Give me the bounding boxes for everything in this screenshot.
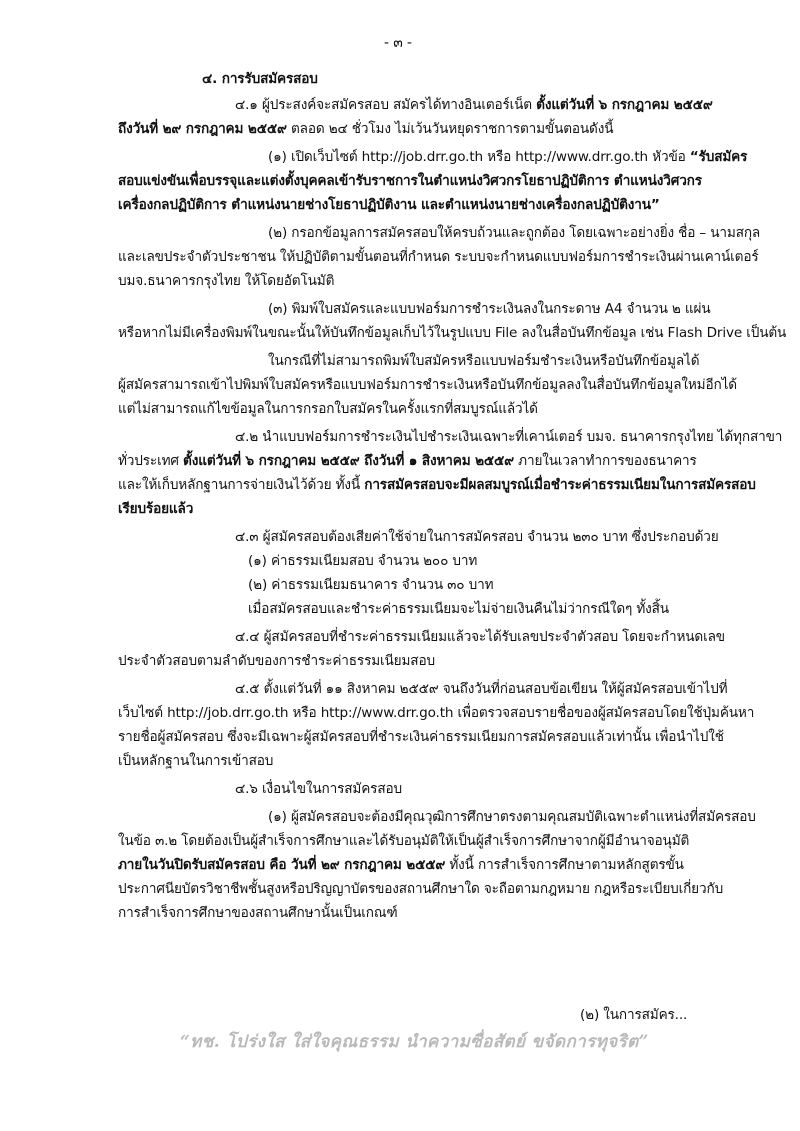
item-1-line-2: สอบแข่งขันเพื่อบรรจุและแต่งตั้งบุคคลเข้ารับราชการในตำแหน่งวิศวกรโยธาปฏิบัติการ ตำแหน่งวิศวกร	[118, 173, 702, 189]
paragraph-4-4-line-1: ๔.๔ ผู้สมัครสอบที่ชำระค่าธรรมเนียมแล้วจะได้รับเลขประจำตัวสอบ โดยจะกำหนดเลข	[235, 629, 725, 645]
item-2-line-3: บมจ.ธนาคารกรุงไทย ให้โดยอัตโนมัติ	[118, 273, 335, 289]
paragraph-4-5-line-2: เว็บไซต์ http://job.drr.go.th หรือ http://www.drr.go.th เพื่อตรวจสอบรายชื่อของผู้สมัครสอบโดยใช้ปุ่มค้นหา	[118, 705, 755, 721]
item-3-line-3: ในกรณีที่ไม่สามารถพิมพ์ใบสมัครหรือแบบฟอร์มชำระเงินหรือบันทึกข้อมูลได้	[268, 353, 700, 369]
fee-note: เมื่อสมัครสอบและชำระค่าธรรมเนียมจะไม่จ่ายเงินคืนไม่ว่ากรณีใดๆ ทั้งสิ้น	[248, 601, 669, 617]
condition-1-line-2: ในข้อ ๓.๒ โดยต้องเป็นผู้สำเร็จการศึกษาและได้รับอนุมัติให้เป็นผู้สำเร็จการศึกษาจากผู้มีอำนาจอนุมัติ	[118, 833, 690, 849]
item-1-line-1: (๑) เปิดเว็บไซต์ http://job.drr.go.th หรือ http://www.drr.go.th หัวข้อ “รับสมัคร	[268, 149, 748, 165]
condition-1-line-1: (๑) ผู้สมัครสอบจะต้องมีคุณวุฒิการศึกษาตรงตามคุณสมบัติเฉพาะตำแหน่งที่สมัครสอบ	[268, 809, 756, 825]
continuation-note: (๒) ในการสมัคร...	[580, 1007, 688, 1023]
paragraph-4-5-line-4: เป็นหลักฐานในการเข้าสอบ	[118, 753, 274, 769]
item-2-line-2: และเลขประจำตัวประชาชน ให้ปฏิบัติตามขั้นตอนที่กำหนด ระบบจะกำหนดแบบฟอร์มการชำระเงินผ่านเคาน์เตอร์	[118, 249, 759, 265]
item-3-line-5: แต่ไม่สามารถแก้ไขข้อมูลในการกรอกใบสมัครในครั้งแรกที่สมบูรณ์แล้วได้	[118, 401, 538, 417]
paragraph-4-4-line-2: ประจำตัวสอบตามลำดับของการชำระค่าธรรมเนียมสอบ	[118, 653, 435, 669]
condition-1-line-5: การสำเร็จการศึกษาของสถานศึกษานั้นเป็นเกณฑ์	[118, 905, 398, 921]
item-3-line-1: (๓) พิมพ์ใบสมัครและแบบฟอร์มการชำระเงินลงในกระดาษ A4 จำนวน ๒ แผ่น	[268, 301, 711, 317]
fee-item-2: (๒) ค่าธรรมเนียมธนาคาร จำนวน ๓๐ บาท	[248, 577, 494, 593]
paragraph-4-2-line-1: ๔.๒ นำแบบฟอร์มการชำระเงินไปชำระเงินเฉพาะที่เคาน์เตอร์ บมจ. ธนาคารกรุงไทย ได้ทุกสาขา	[235, 429, 783, 445]
condition-1-line-4: ประกาศนียบัตรวิชาชีพชั้นสูงหรือปริญญาบัตรของสถานศึกษาใด จะถือตามกฎหมาย กฎหรือระเบียบเกี่ยวกับ	[118, 881, 724, 897]
footer-motto: “ทช. โปร่งใส ใส่ใจคุณธรรม นำความซื่อสัตย์ ขจัดการทุจริต”	[180, 1032, 649, 1052]
fee-item-1: (๑) ค่าธรรมเนียมสอบ จำนวน ๒๐๐ บาท	[248, 553, 478, 569]
paragraph-4-3-line-1: ๔.๓ ผู้สมัครสอบต้องเสียค่าใช้จ่ายในการสมัครสอบ จำนวน ๒๓๐ บาท ซึ่งประกอบด้วย	[235, 529, 719, 545]
item-1-line-3: เครื่องกลปฏิบัติการ ตำแหน่งนายช่างโยธาปฏิบัติงาน และตำแหน่งนายช่างเครื่องกลปฏิบัติงาน”	[118, 197, 660, 213]
page-number: - ๓ -	[384, 35, 412, 51]
paragraph-4-2-line-2: ทั่วประเทศ ตั้งแต่วันที่ ๖ กรกฎาคม ๒๕๕๙ ถึงวันที่ ๑ สิงหาคม ๒๕๕๙ ภายในเวลาทำการของธนาคาร	[118, 453, 697, 469]
paragraph-4-1-line-2: ถึงวันที่ ๒๙ กรกฎาคม ๒๕๕๙ ตลอด ๒๔ ชั่วโมง ไม่เว้นวันหยุดราชการตามขั้นตอนดังนี้	[118, 121, 614, 137]
item-3-line-2: หรือหากไม่มีเครื่องพิมพ์ในขณะนั้นให้บันทึกข้อมูลเก็บไว้ในรูปแบบ File ลงในสื่อบันทึกข้อมูล เช่น Flash Drive เป็นต้น	[118, 325, 787, 341]
paragraph-4-6-title: ๔.๖ เงื่อนไขในการสมัครสอบ	[235, 781, 402, 797]
paragraph-4-5-line-1: ๔.๕ ตั้งแต่วันที่ ๑๑ สิงหาคม ๒๕๕๙ จนถึงวันที่ก่อนสอบข้อเขียน ให้ผู้สมัครสอบเข้าไปที่	[235, 681, 728, 697]
condition-1-line-3: ภายในวันปิดรับสมัครสอบ คือ วันที่ ๒๙ กรกฎาคม ๒๕๕๙ ทั้งนี้ การสำเร็จการศึกษาตามหลักสูตรขั้น	[118, 857, 684, 873]
item-2-line-1: (๒) กรอกข้อมูลการสมัครสอบให้ครบถ้วนและถูกต้อง โดยเฉพาะอย่างยิ่ง ชื่อ – นามสกุล	[268, 225, 761, 241]
paragraph-4-5-line-3: รายชื่อผู้สมัครสอบ ซึ่งจะมีเฉพาะผู้สมัครสอบที่ชำระเงินค่าธรรมเนียมการสมัครสอบแล้วเท่านั้น เพื่อนำไปใช้	[118, 729, 724, 745]
paragraph-4-1-line-1: ๔.๑ ผู้ประสงค์จะสมัครสอบ สมัครได้ทางอินเตอร์เน็ต ตั้งแต่วันที่ ๖ กรกฎาคม ๒๕๕๙	[235, 97, 713, 113]
paragraph-4-2-line-3: และให้เก็บหลักฐานการจ่ายเงินไว้ด้วย ทั้งนี้ การสมัครสอบจะมีผลสมบูรณ์เมื่อชำระค่าธรรมเนียมในการสมัครสอบ	[118, 477, 756, 493]
item-3-line-4: ผู้สมัครสามารถเข้าไปพิมพ์ใบสมัครหรือแบบฟอร์มการชำระเงินหรือบันทึกข้อมูลลงในสื่อบันทึกข้อมูลใหม่อีกได้	[118, 377, 737, 393]
section-title: ๔. การรับสมัครสอบ	[202, 71, 318, 87]
paragraph-4-2-line-4: เรียบร้อยแล้ว	[118, 501, 194, 517]
